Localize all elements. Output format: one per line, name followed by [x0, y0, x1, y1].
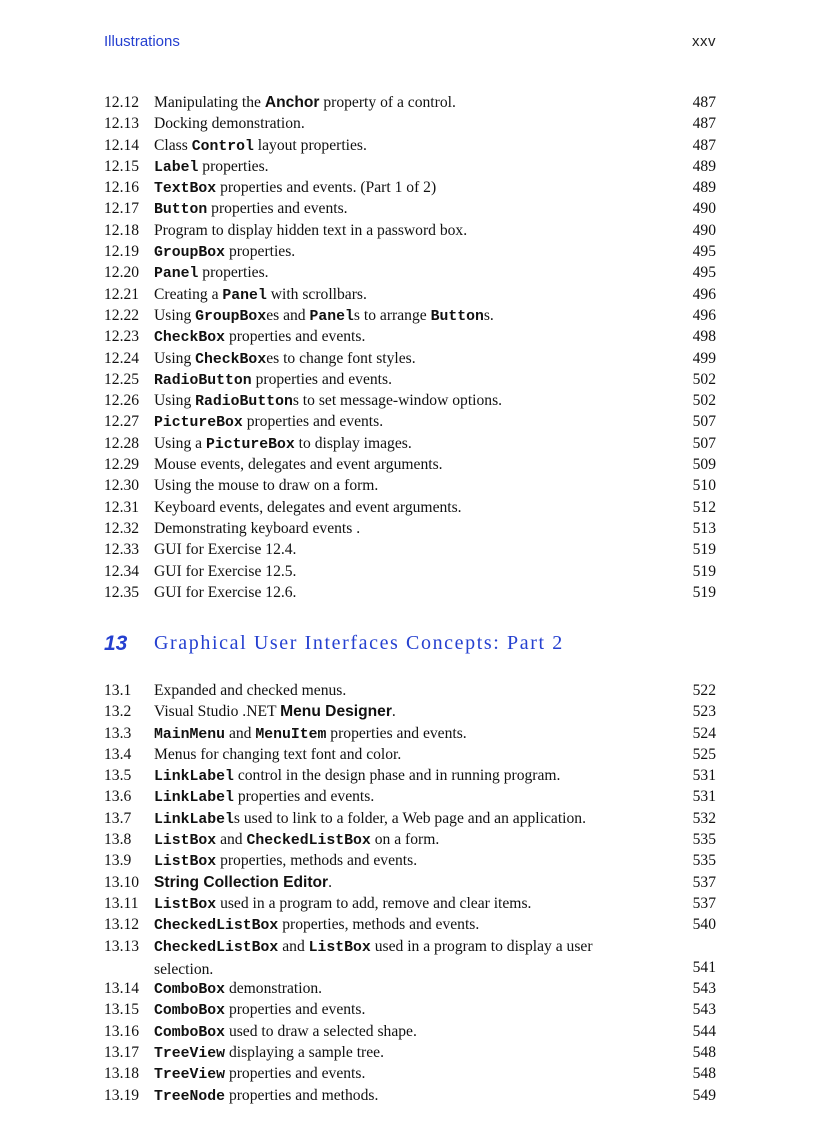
figure-caption — [154, 723, 654, 746]
figure-page: 531 — [692, 767, 716, 785]
caption-text: Manipulating the — [154, 94, 265, 111]
figure-page: 535 — [692, 831, 716, 849]
figure-page: 535 — [692, 852, 716, 870]
figure-number: 12.14 — [104, 136, 140, 154]
figure-caption — [154, 220, 654, 241]
caption-text: Using the mouse to draw on a form. — [154, 477, 379, 495]
figure-number: 12.22 — [104, 306, 140, 324]
figure-caption — [154, 305, 654, 328]
figure-number: 12.19 — [104, 243, 140, 261]
caption-text: s. — [483, 306, 494, 324]
figure-number: 13.2 — [104, 703, 132, 721]
figure-caption — [154, 156, 654, 179]
code-term: ComboBox — [154, 1003, 226, 1020]
figure-number: 12.29 — [104, 456, 140, 474]
caption-text: properties, methods and events. — [216, 852, 418, 870]
figure-number: 13.14 — [104, 980, 140, 998]
illustration-entry — [104, 680, 716, 701]
illustration-entry — [104, 411, 716, 432]
caption-text: layout properties. — [253, 136, 367, 154]
illustration-entry — [104, 978, 716, 999]
code-term: RadioButton — [195, 394, 293, 411]
caption-text: es and — [266, 306, 310, 324]
figure-page: 548 — [692, 1044, 716, 1062]
caption-text: properties. — [225, 243, 296, 261]
figure-caption — [154, 850, 654, 873]
caption-text: Docking demonstration. — [154, 115, 305, 133]
figure-caption — [154, 92, 654, 113]
figure-page: 490 — [692, 200, 716, 218]
caption-text: Demonstrating keyboard events . — [154, 519, 361, 537]
code-term: ComboBox — [154, 1024, 226, 1041]
caption-text: Creating a — [154, 285, 223, 303]
figure-number: 12.33 — [104, 541, 140, 559]
figure-page: 549 — [692, 1086, 716, 1104]
figure-caption — [154, 808, 654, 831]
code-term: ListBox — [154, 896, 217, 913]
figure-page: 519 — [692, 541, 716, 559]
illustration-entry — [104, 497, 716, 518]
caption-text: properties, methods and events. — [278, 916, 480, 934]
figure-number: 12.35 — [104, 583, 140, 601]
chapter-title: Graphical User Interfaces Concepts: Part 2 — [154, 632, 564, 654]
illustration-entry — [104, 701, 716, 722]
illustration-entry — [104, 475, 716, 496]
code-term: Button — [430, 308, 484, 325]
code-term: ListBox — [154, 854, 217, 871]
figure-number: 12.28 — [104, 434, 140, 452]
figure-page: 507 — [692, 413, 716, 431]
figure-caption — [154, 872, 654, 893]
figure-caption — [154, 936, 654, 981]
figure-caption — [154, 786, 654, 809]
figure-page: 525 — [692, 745, 716, 763]
caption-text: demonstration. — [225, 980, 323, 998]
caption-text: control in the design phase and in running program. — [233, 767, 561, 785]
caption-text: properties. — [198, 264, 269, 282]
caption-text: GUI for Exercise 12.5. — [154, 562, 297, 580]
code-term: PictureBox — [205, 436, 295, 453]
code-term: CheckBox — [195, 351, 267, 368]
code-term: TreeView — [154, 1046, 226, 1063]
code-term: Panel — [309, 308, 354, 325]
chapter-number: 13 — [104, 632, 128, 655]
figure-number: 12.12 — [104, 94, 140, 111]
figure-page: 519 — [692, 562, 716, 580]
figure-caption — [154, 284, 654, 307]
illustration-entry — [104, 829, 716, 850]
chapter-13-illustrations-list — [104, 680, 716, 1106]
figure-caption — [154, 744, 654, 765]
illustration-entry — [104, 723, 716, 744]
figure-number: 13.15 — [104, 1001, 140, 1019]
figure-page: 548 — [692, 1065, 716, 1083]
code-term: TreeNode — [154, 1088, 226, 1105]
caption-text: s to set message-window options. — [292, 392, 503, 410]
figure-number: 12.32 — [104, 519, 140, 537]
figure-number: 13.13 — [104, 937, 140, 955]
figure-caption — [154, 680, 654, 701]
figure-page: 513 — [692, 519, 716, 537]
illustration-entry — [104, 765, 716, 786]
ui-term: String Collection Editor — [154, 873, 329, 891]
illustration-entry — [104, 241, 716, 262]
figure-number: 12.24 — [104, 349, 140, 367]
figure-page: 537 — [692, 873, 716, 891]
figure-caption — [154, 893, 654, 916]
figure-number: 12.27 — [104, 413, 140, 431]
code-term: CheckBox — [154, 330, 226, 347]
caption-text: to display images. — [294, 434, 412, 452]
caption-text: used in a program to display a user selection. — [154, 937, 593, 978]
caption-text: Mouse events, delegates and event arguments. — [154, 456, 443, 474]
figure-number: 12.20 — [104, 264, 140, 282]
illustration-entry — [104, 284, 716, 305]
ui-term: Menu Designer — [280, 703, 392, 721]
figure-page: 540 — [692, 916, 716, 934]
code-term: GroupBox — [195, 308, 267, 325]
figure-number: 12.23 — [104, 328, 140, 346]
figure-caption — [154, 701, 654, 722]
figure-number: 13.10 — [104, 873, 140, 891]
figure-number: 13.8 — [104, 831, 132, 849]
code-term: LinkLabel — [154, 769, 234, 786]
caption-text: GUI for Exercise 12.6. — [154, 583, 297, 601]
figure-caption — [154, 454, 654, 475]
illustration-entry — [104, 177, 716, 198]
caption-text: Using — [154, 392, 196, 410]
figure-number: 12.15 — [104, 157, 140, 175]
figure-page: 495 — [692, 264, 716, 282]
illustration-entry — [104, 582, 716, 603]
illustration-entry — [104, 1063, 716, 1084]
figure-number: 13.11 — [104, 894, 139, 912]
code-term: PictureBox — [154, 415, 243, 432]
figure-number: 12.26 — [104, 392, 140, 410]
figure-number: 13.16 — [104, 1022, 140, 1040]
code-term: Label — [154, 159, 199, 176]
figure-number: 13.12 — [104, 916, 140, 934]
ui-term: Anchor — [264, 94, 320, 111]
caption-text: Using a — [154, 434, 206, 452]
caption-text: properties and events. — [207, 200, 348, 218]
figure-caption — [154, 561, 654, 582]
illustration-entry — [104, 113, 716, 134]
code-term: Panel — [222, 287, 267, 304]
code-term: MenuItem — [255, 726, 327, 743]
figure-caption — [154, 348, 654, 371]
figure-caption — [154, 241, 654, 264]
code-term: Button — [154, 202, 208, 219]
figure-number: 12.18 — [104, 221, 140, 239]
figure-page: 537 — [692, 894, 716, 912]
figure-caption — [154, 369, 654, 392]
figure-caption — [154, 433, 654, 456]
illustration-entry — [104, 893, 716, 914]
caption-text: properties and events. — [233, 788, 375, 806]
code-term: TreeView — [154, 1067, 226, 1084]
caption-text: and — [278, 937, 309, 955]
figure-page: 496 — [692, 306, 716, 324]
figure-caption — [154, 390, 654, 413]
figure-caption — [154, 999, 654, 1022]
figure-number: 13.18 — [104, 1065, 140, 1083]
code-term: CheckedListBox — [246, 833, 371, 850]
figure-caption — [154, 1042, 654, 1065]
figure-number: 13.4 — [104, 745, 132, 763]
illustration-entry — [104, 433, 716, 454]
chapter-13-heading — [104, 632, 716, 662]
figure-page: 499 — [692, 349, 716, 367]
caption-text: properties and methods. — [225, 1086, 379, 1104]
figure-number: 13.7 — [104, 809, 132, 827]
figure-caption — [154, 765, 654, 788]
figure-caption — [154, 262, 654, 285]
figure-caption — [154, 113, 654, 134]
figure-number: 13.3 — [104, 724, 132, 742]
illustration-entry — [104, 744, 716, 765]
caption-text: Keyboard events, delegates and event arguments. — [154, 498, 462, 516]
caption-text: GUI for Exercise 12.4. — [154, 541, 297, 559]
figure-page: 524 — [692, 724, 716, 742]
figure-number: 12.21 — [104, 285, 140, 303]
figure-page: 522 — [692, 682, 716, 699]
figure-caption — [154, 1021, 654, 1044]
figure-number: 12.16 — [104, 179, 140, 197]
caption-text: used to draw a selected shape. — [225, 1022, 417, 1040]
code-term: CheckedListBox — [154, 939, 279, 956]
caption-text: properties and events. — [225, 1065, 366, 1083]
caption-text: Expanded and checked menus. — [154, 682, 347, 699]
caption-text: properties. — [198, 157, 269, 175]
figure-page: 532 — [692, 809, 716, 827]
code-term: LinkLabel — [154, 790, 234, 807]
figure-caption — [154, 518, 654, 539]
figure-number: 12.34 — [104, 562, 140, 580]
section-title: Illustrations — [104, 33, 180, 50]
code-term: Panel — [154, 266, 199, 283]
figure-caption — [154, 539, 654, 560]
figure-number: 13.17 — [104, 1044, 140, 1062]
figure-number: 13.9 — [104, 852, 132, 870]
figure-number: 12.25 — [104, 370, 140, 388]
figure-page: 510 — [692, 477, 716, 495]
caption-text: displaying a sample tree. — [225, 1044, 384, 1062]
illustration-entry — [104, 1021, 716, 1042]
caption-text: Visual Studio .NET — [154, 703, 281, 721]
caption-text: properties and events. — [225, 328, 366, 346]
illustration-entry — [104, 936, 716, 979]
figure-number: 12.31 — [104, 498, 140, 516]
illustration-entry — [104, 305, 716, 326]
caption-text: and — [216, 831, 247, 849]
code-term: ListBox — [154, 833, 217, 850]
caption-text: used in a program to add, remove and clear items. — [216, 894, 532, 912]
illustration-entry — [104, 914, 716, 935]
figure-page: 487 — [692, 94, 716, 111]
caption-text: Using — [154, 306, 196, 324]
illustration-entry — [104, 999, 716, 1020]
caption-text: s used to link to a folder, a Web page and an application. — [233, 809, 586, 827]
code-term: ComboBox — [154, 982, 226, 999]
figure-page: 509 — [692, 456, 716, 474]
illustration-entry — [104, 872, 716, 893]
figure-caption — [154, 198, 654, 221]
code-term: GroupBox — [154, 245, 226, 262]
illustration-entry — [104, 135, 716, 156]
code-term: MainMenu — [154, 726, 226, 743]
illustration-entry — [104, 390, 716, 411]
figure-number: 12.17 — [104, 200, 140, 218]
caption-text: with scrollbars. — [266, 285, 367, 303]
code-term: CheckedListBox — [154, 918, 279, 935]
figure-caption — [154, 411, 654, 434]
figure-page: 489 — [692, 157, 716, 175]
caption-text: properties and events. — [326, 724, 467, 742]
figure-number: 12.30 — [104, 477, 140, 495]
figure-page: 543 — [692, 980, 716, 998]
illustration-entry — [104, 786, 716, 807]
running-head — [104, 33, 716, 53]
figure-caption — [154, 135, 654, 158]
illustration-entry — [104, 1042, 716, 1063]
code-term: RadioButton — [154, 372, 252, 389]
caption-text: Menus for changing text font and color. — [154, 745, 402, 763]
figure-number: 13.1 — [104, 682, 132, 699]
figure-page: 502 — [692, 370, 716, 388]
code-term: Control — [191, 138, 254, 155]
illustration-entry — [104, 518, 716, 539]
caption-text: on a form. — [370, 831, 440, 849]
figure-page: 498 — [692, 328, 716, 346]
illustration-entry — [104, 850, 716, 871]
caption-text: properties and events. — [225, 1001, 366, 1019]
figure-page: 502 — [692, 392, 716, 410]
illustration-entry — [104, 348, 716, 369]
figure-page: 490 — [692, 221, 716, 239]
figure-page: 487 — [692, 136, 716, 154]
illustration-entry — [104, 92, 716, 113]
illustration-entry — [104, 808, 716, 829]
figure-page: 541 — [692, 958, 716, 976]
figure-page: 489 — [692, 179, 716, 197]
figure-caption — [154, 1063, 654, 1086]
chapter-12-illustrations-list — [104, 92, 716, 603]
caption-text: and — [225, 724, 256, 742]
code-term: ListBox — [308, 939, 371, 956]
figure-page: 496 — [692, 285, 716, 303]
caption-text: Using — [154, 349, 196, 367]
figure-page: 523 — [692, 703, 716, 721]
figure-page: 531 — [692, 788, 716, 806]
illustration-entry — [104, 454, 716, 475]
figure-number: 13.6 — [104, 788, 132, 806]
figure-page: 487 — [692, 115, 716, 133]
figure-caption — [154, 1085, 654, 1108]
illustration-entry — [104, 220, 716, 241]
figure-number: 12.13 — [104, 115, 140, 133]
code-term: LinkLabel — [154, 811, 234, 828]
caption-text: es to change font styles. — [266, 349, 416, 367]
figure-caption — [154, 497, 654, 518]
code-term: TextBox — [154, 181, 217, 198]
figure-number: 13.19 — [104, 1086, 140, 1104]
figure-caption — [154, 177, 654, 200]
figure-caption — [154, 475, 654, 496]
illustration-entry — [104, 262, 716, 283]
figure-page: 512 — [692, 498, 716, 516]
caption-text: s to arrange — [353, 306, 431, 324]
illustration-entry — [104, 539, 716, 560]
caption-text: properties and events. — [251, 370, 392, 388]
caption-text: properties and events. (Part 1 of 2) — [216, 179, 437, 197]
caption-text: . — [391, 703, 396, 721]
caption-text: property of a control. — [319, 94, 456, 111]
figure-caption — [154, 582, 654, 603]
figure-page: 543 — [692, 1001, 716, 1019]
caption-text: Program to display hidden text in a password box. — [154, 221, 468, 239]
figure-number: 13.5 — [104, 767, 132, 785]
illustration-entry — [104, 561, 716, 582]
caption-text: properties and events. — [242, 413, 384, 431]
page-number: xxv — [692, 33, 716, 50]
illustration-entry — [104, 156, 716, 177]
illustration-entry — [104, 326, 716, 347]
illustration-entry — [104, 198, 716, 219]
figure-caption — [154, 829, 654, 852]
caption-text: Class — [154, 136, 192, 154]
figure-page: 507 — [692, 434, 716, 452]
illustration-entry — [104, 1085, 716, 1106]
figure-caption — [154, 978, 654, 1001]
figure-caption — [154, 326, 654, 349]
figure-page: 519 — [692, 583, 716, 601]
figure-page: 495 — [692, 243, 716, 261]
figure-caption — [154, 914, 654, 937]
figure-page: 544 — [692, 1022, 716, 1040]
caption-text: . — [328, 873, 333, 891]
illustration-entry — [104, 369, 716, 390]
